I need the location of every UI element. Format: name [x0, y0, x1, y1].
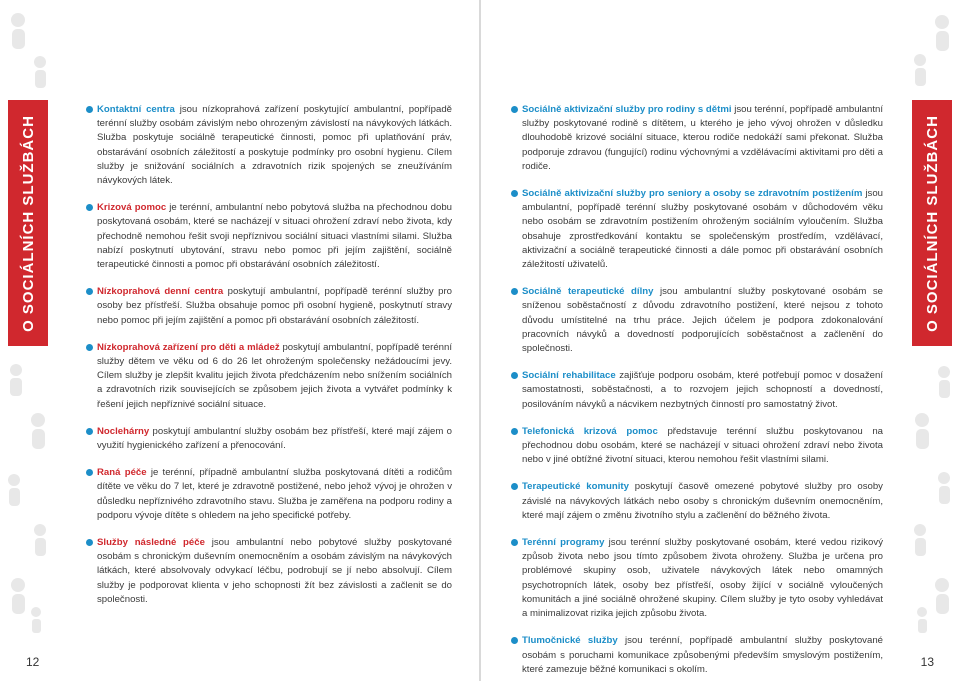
left-sidebar [0, 0, 56, 681]
service-entry [511, 103, 883, 174]
bullet-icon [511, 288, 518, 295]
service-entry [511, 425, 883, 468]
service-term: Sociálně aktivizační služby pro seniory a osoby se zdravotním postižením [522, 188, 863, 200]
bullet-icon [511, 106, 518, 113]
service-entry [86, 341, 452, 412]
bullet-icon [86, 288, 93, 295]
service-description: jsou nízkoprahová zařízení poskytující ambulantní, popřípadě terénní služby osobám závislým nebo ohrozeným závislostí na návykových látkách. Služba poskytuje sociálně terapeutické činnosti, pomoc při uplatňování práv, obstarávání osobních záležitostí a poskytuje podmínky pro osobní hygienu. Cílem služby je snižování sociálních a zdravotních rizik spojených se zneužíváním návykových látek. [97, 104, 452, 187]
service-entry [511, 285, 883, 356]
service-entry [86, 425, 452, 453]
page-number: 12 [26, 655, 40, 669]
service-term: Krizová pomoc [97, 202, 167, 214]
service-term: Sociálně aktivizační služby pro rodiny s dětmi [522, 104, 732, 115]
bullet-icon [511, 483, 518, 490]
service-description: poskytují ambulantní služby osobám bez přístřeší, které mají zájem o využití hygienického zařízení a přenocování. [97, 425, 452, 452]
service-entry [86, 285, 452, 328]
service-term: Nízkoprahová denní centra [97, 286, 224, 298]
service-entry [86, 103, 452, 188]
left-page [0, 0, 479, 681]
section-tab-label: O SOCIÁLNÍCH SLUŽBÁCH [19, 114, 37, 332]
service-term: Raná péče [97, 467, 147, 479]
service-description: jsou terénní, popřípadě ambulantní služby poskytované osobám s poruchami komunikace způsobenými především smyslovým postižením, které zamezuje běžné komunikaci s okolím. [522, 635, 883, 675]
right-content [511, 103, 883, 681]
service-term: Terapeutické komunity [522, 481, 629, 493]
service-description: představuje terénní službu poskytovanou na přechodnou dobu osobám, které se nacházejí v situaci ohrožení zdraví nebo života nebo v jiné obtížné životní situaci, kterou nemohou řešit vlastními silami. [522, 425, 883, 466]
service-entry [511, 369, 883, 412]
section-tab [912, 100, 952, 346]
service-term: Služby následné péče [97, 537, 205, 549]
service-description: jsou terénní, popřípadě ambulantní služby poskytované rodině s dítětem, u kterého je jeho vývoj ohrožen v důsledku dlouhodobě krizové sociální situace, kterou rodiče nedokáží sami překonat. Služba podporuje zdravou (fungující) rodinu výchovnými a vzdělávacími aktivitami pro děti a rodiče. [522, 104, 884, 172]
service-term: Telefonická krizová pomoc [522, 425, 658, 437]
service-term: Sociálně terapeutické dílny [522, 286, 654, 298]
service-description: je terénní, ambulantní nebo pobytová služba na přechodnou dobu poskytovaná osobám, které se nacházejí v situaci ohrožení zdraví nebo života, kdy přechodně nemohou řešit svoji nepříznivou sociální situaci vlastními silami. Služba nabízí poskytnutí ubytování, stravu nebo pomoc při jejím zajištění, sociálně terapeutické činnosti a pomoc při obstarávání osobních záležitostí. [97, 202, 452, 271]
bullet-icon [86, 539, 93, 546]
service-entry [511, 634, 883, 677]
right-sidebar [904, 0, 960, 681]
service-entry [86, 466, 452, 523]
service-entry [86, 201, 452, 272]
service-term: Kontaktní centra [97, 104, 175, 115]
section-tab-label: O SOCIÁLNÍCH SLUŽBÁCH [923, 114, 941, 332]
left-content [86, 103, 452, 620]
service-entry [511, 536, 883, 621]
bullet-icon [86, 469, 93, 476]
bullet-icon [511, 539, 518, 546]
bullet-icon [86, 204, 93, 211]
service-entry [86, 536, 452, 607]
bullet-icon [86, 344, 93, 351]
bullet-icon [511, 190, 518, 197]
service-description: poskytují časově omezené pobytové služby pro osoby závislé na návykových látkách nebo osoby s chronickým duševním onemocněním, které mají zájem o změnu životního stylu a začlenění do běžného života. [522, 481, 883, 521]
service-entry [511, 480, 883, 523]
bullet-icon [511, 637, 518, 644]
service-description: jsou terénní služby poskytované osobám, které vedou rizikový způsob života nebo jsou tímto způsobem života ohroženy. Služba je určena pro problémové skupiny osob, uživatele návykových látek nebo omamných psychotropních látek, osoby bez přístřeší, osoby žijící v sociálně vyloučených komunitách a jiné sociálně ohrožené skupiny. Cílem služby je tyto osoby vyhledávat a minimalizovat rizika jejich způsobu života. [522, 537, 883, 620]
page-number: 13 [920, 655, 934, 669]
service-description: zajišťuje podporu osobám, které potřebují pomoc v dosažení samostatnosti, soběstačnosti, a to rozvojem jejich schopností a dovedností, posilováním návyků a nácvikem nezbytných činností pro samostatný život. [522, 370, 883, 410]
service-term: Tlumočnické služby [522, 635, 618, 647]
service-description: jsou ambulantní, popřípadě terénní služby poskytované osobám v důchodovém věku nebo osobám se zdravotním postižením ohroženým sociálním vyloučením. Služba obsahuje zprostředkování kontaktu se společenským prostředím, vzdělávací, aktivizační a sociálně terapeutické činnosti a dále pomoc při obstarávání osobních záležitostí uživatelů. [522, 188, 884, 271]
service-description: je terénní, případně ambulantní služba poskytovaná dítěti a rodičům dítěte ve věku do 7 let, které je zdravotně postižené, nebo jehož vývoj je ohrožen v důsledku nepříznivého zdravotního stavu. Služba je zaměřena na podporu rodiny a podporu vývoje dítěte s ohledem na jeho specifické potřeby. [97, 467, 452, 521]
bullet-icon [86, 106, 93, 113]
service-term: Nízkoprahová zařízení pro děti a mládež [97, 341, 280, 353]
bullet-icon [511, 428, 518, 435]
service-description: jsou ambulantní služby poskytované osobám se sníženou soběstačností z důvodu zdravotního postižení, které nejsou z tohoto důvodu umístitelné na trhu práce. Jejich účelem je podpora zdokonalování pracovních návyků a dovedností podporujících soběstačnost a začlenění do společnosti. [522, 286, 883, 355]
section-tab [8, 100, 48, 346]
service-term: Terénní programy [522, 537, 605, 549]
service-description: poskytují ambulantní, popřípadě terénní služby dětem ve věku od 6 do 26 let ohroženým společensky nežádoucími jevy. Cílem služby je zlepšit kvalitu jejich života předcházením nebo snížením sociálních a zdravotních rizik souvisejících se způsobem jejich života a vytvářet podmínky k řešení jejich nepříznivé sociální situace. [97, 341, 453, 410]
service-description: jsou ambulantní nebo pobytové služby poskytované osobám s chronickým duševním onemocněním a osobám závislým na návykových látkách, které absolvovaly odvykací léčbu, podrobují se jí nebo absolvují. Cílem služby je podporovat klienta v jeho schopnosti žít bez závislosti a začlenit se do společnosti. [97, 537, 452, 605]
service-entry [511, 187, 883, 272]
bullet-icon [86, 428, 93, 435]
service-description: poskytují ambulantní, popřípadě terénní služby pro osoby bez přístřeší. Služba obsahuje pomoc při osobní hygieně, poskytnutí stravy nebo pomoc při jejím zajištění a pomoc při obstarávání osobních záležitostí. [97, 286, 452, 326]
service-term: Noclehárny [97, 425, 150, 437]
right-page [481, 0, 960, 681]
bullet-icon [511, 372, 518, 379]
service-term: Sociální rehabilitace [522, 370, 616, 382]
